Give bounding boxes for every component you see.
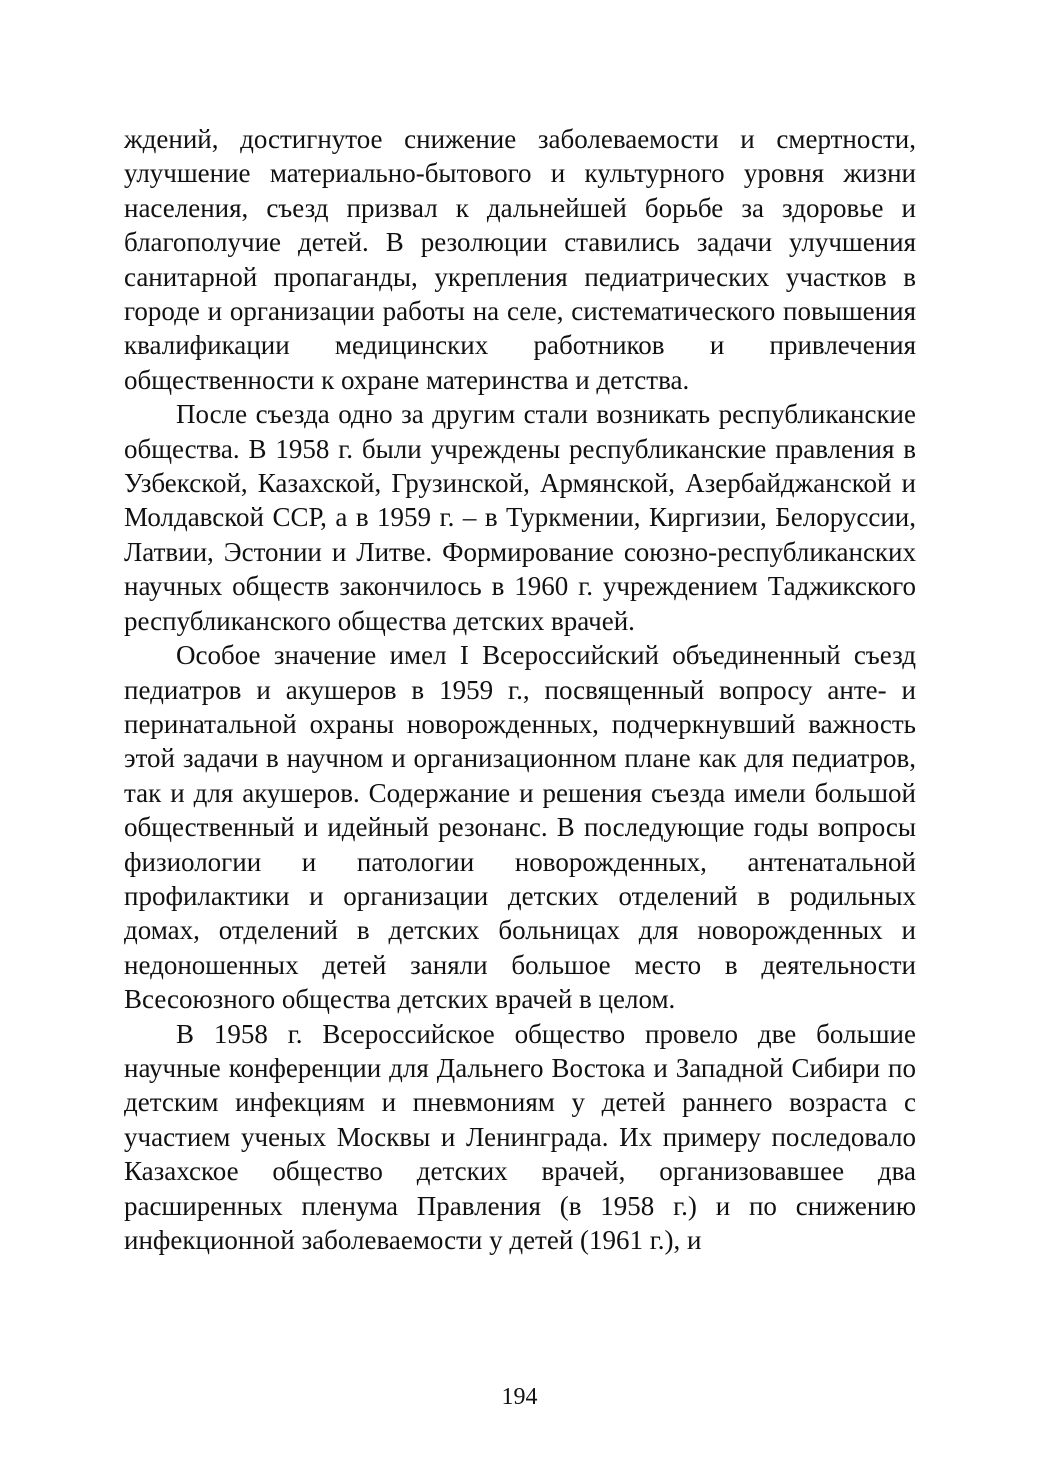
paragraph-4: В 1958 г. Всероссийское общество провело две большие научные конференции для Дальнего Востока и Западной Сибири по детским инфекциям и пневмониям у детей раннего возраста с участием ученых Москвы и Ленинграда. Их примеру последовало Казахское общество детских врачей, организовавшее два расширенных пленума Правления (в 1958 г.) и по снижению инфекционной заболеваемости у детей (1961 г.), и [124,1018,916,1255]
paragraph-1: ждений, достигнутое снижение заболеваемости и смертности, улучшение материально-бытового и культурного уровня жизни населения, съезд призвал к дальнейшей борьбе за здоровье и благополучие детей. В резолюции ставились задачи улучшения санитарной пропаганды, укрепления педиатрических участков в городе и организации работы на селе, систематического повышения квалификации медицинских работников и привлечения общественности к охране материнства и детства. [124,124,916,395]
paragraph-3: Особое значение имел I Всероссийский объединенный съезд педиатров и акушеров в 1959 г., посвященный вопросу анте- и перинатальной охраны новорожденных, подчеркнувший важность этой задачи в научном и организационном плане как для педиатров, так и для акушеров. Содержание и решения съезда имели большой общественный и идейный резонанс. В последующие годы вопросы физиологии и патологии новорожденных, антенатальной профилактики и организации детских отделений в родильных домах, отделений в детских больницах для новорожденных и недоношенных детей заняли большое место в деятельности Всесоюзного общества детских врачей в целом. [124,640,916,1015]
page-body [124,122,916,1257]
page-number: 194 [501,1384,538,1410]
paragraph-2: После съезда одно за другим стали возникать республиканские общества. В 1958 г. были учреждены республиканские правления в Узбекской, Казахской, Грузинской, Армянской, Азербайджанской и Молдавской ССР, а в 1959 г. – в Туркмении, Киргизии, Белоруссии, Латвии, Эстонии и Литве. Формирование союзно-республиканских научных обществ закончилось в 1960 г. учреждением Таджикского республиканского общества детских врачей. [124,399,916,636]
